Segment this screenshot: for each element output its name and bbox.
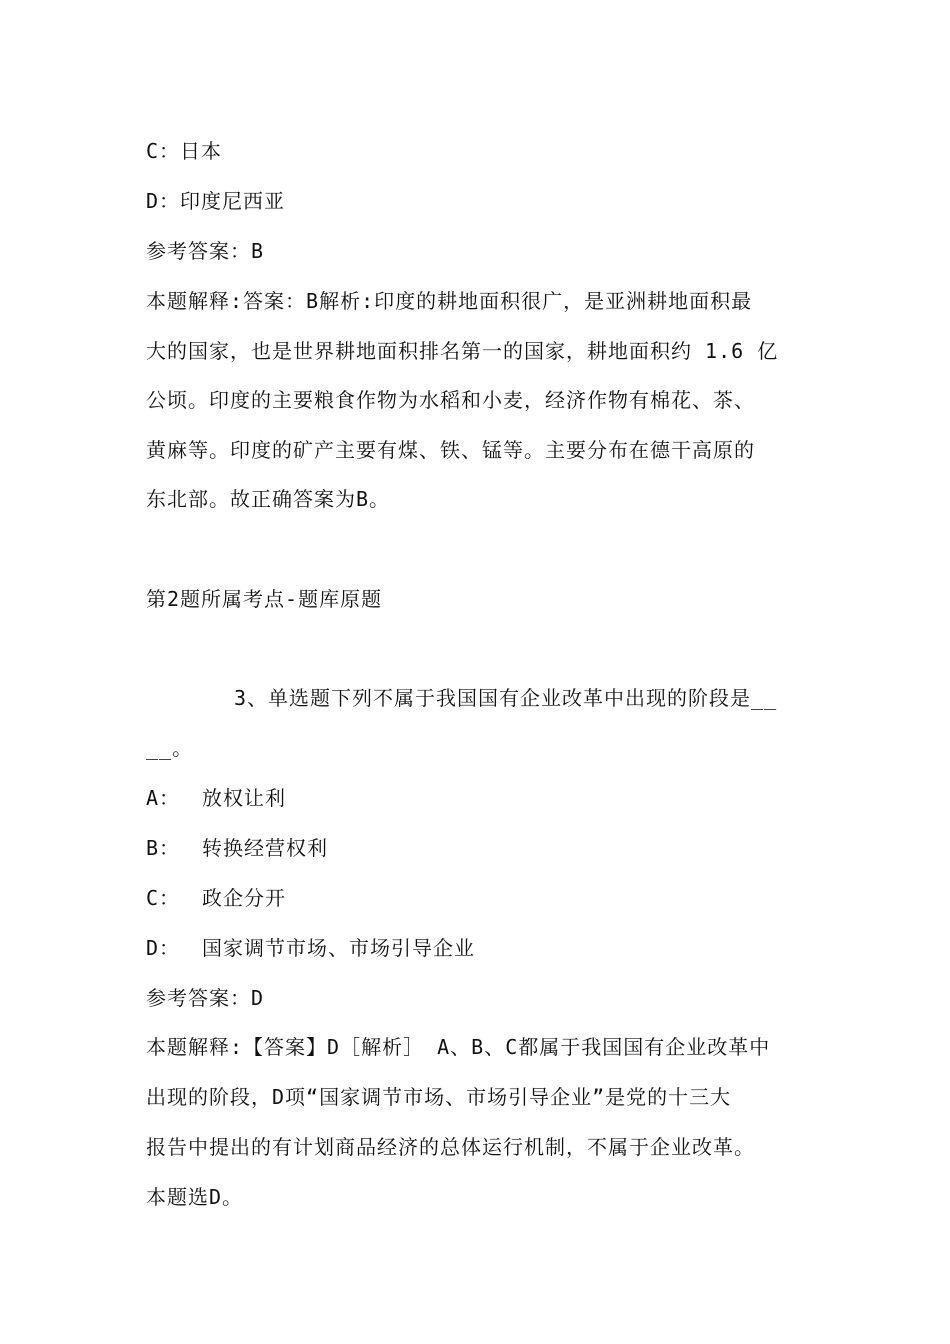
option-text: 国家调节市场、市场引导企业	[202, 936, 476, 960]
q3-answer: 参考答案：D	[146, 986, 265, 1010]
q2-explanation-line: 本题解释:答案：B解析:印度的耕地面积很广，是亚洲耕地面积最	[146, 289, 753, 313]
option-text: 放权让利	[202, 786, 287, 810]
q2-answer: 参考答案：B	[146, 239, 265, 263]
q2-explanation-line: 东北部。故正确答案为B。	[146, 487, 391, 511]
option-key: B：	[146, 836, 181, 860]
q2-explanation-line: 大的国家，也是世界耕地面积排名第一的国家，耕地面积约 1.6 亿	[146, 339, 779, 363]
q2-topic: 第2题所属考点-题库原题	[146, 587, 383, 611]
q3-stem-continued: __。	[146, 736, 194, 760]
option-text: 政企分开	[202, 886, 287, 910]
q2-option-d: D：印度尼西亚	[146, 189, 286, 213]
q2-explanation-line: 公顷。印度的主要粮食作物为水稻和小麦，经济作物有棉花、茶、	[146, 388, 755, 412]
q3-stem: 3、单选题下列不属于我国国有企业改革中出现的阶段是__	[234, 686, 778, 710]
q3-explanation-line: 报告中提出的有计划商品经济的总体运行机制，不属于企业改革。	[146, 1135, 755, 1159]
q3-explanation-line: 本题选D。	[146, 1185, 244, 1209]
option-text: 转换经营权利	[202, 836, 329, 860]
q3-option-d	[146, 936, 475, 960]
q3-option-c	[146, 886, 286, 910]
q3-option-a	[146, 786, 286, 810]
option-key: D：	[146, 936, 181, 960]
q2-option-c: C：日本	[146, 139, 223, 163]
q3-explanation-line: 本题解释:【答案】D［解析］ A、B、C都属于我国国有企业改革中	[146, 1035, 771, 1059]
option-key: C：	[146, 886, 181, 910]
q3-explanation-line: 出现的阶段，D项“国家调节市场、市场引导企业”是党的十三大	[146, 1085, 732, 1109]
option-key: A：	[146, 786, 181, 810]
q2-explanation-line: 黄麻等。印度的矿产主要有煤、铁、锰等。主要分布在德干高原的	[146, 438, 755, 462]
q3-option-b	[146, 836, 328, 860]
